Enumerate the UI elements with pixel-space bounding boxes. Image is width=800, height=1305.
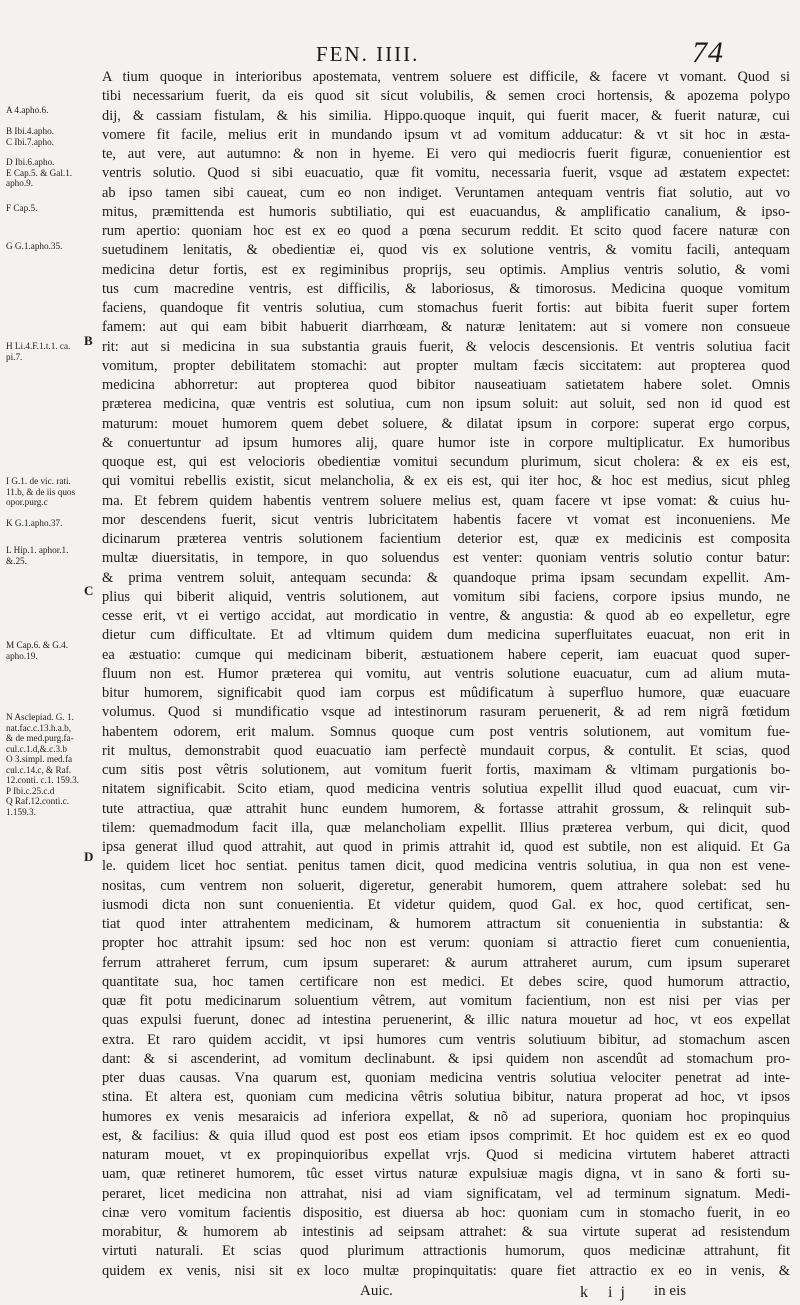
margin-note bbox=[6, 341, 92, 362]
text-line: ma. Et febrem quidem habentis ventrem soluere melius est, quam facere vt ipse vomat: & cuius hu- bbox=[102, 492, 790, 509]
margin-note-line: &.25. bbox=[6, 555, 27, 566]
text-line: multæ diuersitatis, in tempore, in quo soluendus est venter: quoniam ventris solutio contur batur: bbox=[102, 550, 790, 567]
margin-note-line: L Hip.1. aphor.1. bbox=[6, 545, 69, 555]
section-letter: C bbox=[84, 583, 94, 598]
margin-note-line: A 4.apho.6. bbox=[6, 105, 49, 115]
text-line: & conuertuntur ad ipsum humores alij, quare humor iste in corpore multiplicatur. Ex humoribus bbox=[102, 434, 790, 451]
text-line: tute attractiua, quæ attrahit hunc eundem humorem, & fortasse attrahit grossum, & relinquit sub- bbox=[102, 800, 790, 817]
text-line: mor descendens fuerit, sicut ventris lubricitatem habentis facere vt vomat est inconueniens. Me bbox=[102, 511, 790, 528]
folio-number: 74 bbox=[692, 36, 724, 69]
text-line: ab ipso tamen sibi caueat, cum eo non indiget. Veruntamen antequam ventris fiat solutio, aut vo bbox=[102, 184, 790, 201]
margin-note-line: O 3.simpl. med.fa bbox=[6, 754, 73, 764]
text-line: qui vomitui rebellis existit, sicut melancholia, & ex eis est, qui iter hoc, & hoc est medius, sicut phleg bbox=[102, 473, 790, 490]
margin-note-line: H Li.4.F.1.t.1. ca. bbox=[6, 341, 71, 351]
text-line: naturam mouet, vt ex propinquioribus expellat vrjs. Quod si medicina virtutem haberet attracti bbox=[102, 1147, 790, 1163]
text-line: rit multus, demonstrabit quod euacuatio iam perfectè mundauit corpus, & contulit. Et scias, quod bbox=[102, 742, 790, 759]
text-line: medicina detur fortis, est ex regiminibus proprijs, seu optimis. Amplius ventris solutio, & vomi bbox=[102, 261, 790, 278]
margin-note bbox=[6, 712, 92, 817]
text-line: tibi necessarium fuerit, da eis quod sit sicut volubilis, & semen croci hortensis, & apozema polypo bbox=[102, 88, 790, 105]
text-line: A tium quoque in interioribus apostemata, ventrem soluere est difficile, & facere vt vomant. Quod si bbox=[102, 69, 790, 85]
margin-note bbox=[6, 126, 92, 147]
margin-note-line: D Ibi.6.apho. bbox=[6, 157, 55, 167]
text-line: propter hoc attrahit ipsum: sed hoc non est verum: quoniam si attractio fieret cum conuenientia, bbox=[102, 935, 790, 952]
text-line: quoque est, qui est velocioris obedientiæ vomitui secundum plurimum, sicut cholera: & ex eis est, bbox=[102, 454, 790, 470]
margin-note-line: pi.7. bbox=[6, 351, 23, 362]
text-line: faciens, quandoque fit ventris solutiua, cum stomachus fuerit fortis: aut bibita fuerit super fortem bbox=[102, 300, 790, 316]
text-line: nitatem significabit. Scito etiam, quod medicina ventris solutiua expellit illud quod euacuat, cum vir- bbox=[102, 781, 790, 798]
margin-note-line: cul.c.1.d,&.c.3.b bbox=[6, 743, 67, 754]
text-line: ventris solutio. Quod si sibi euacuatio, quæ fit vomitu, necessaria fuerit, vsque ad æstatem expectet: bbox=[102, 165, 790, 182]
text-line: humores ex venis mesaraicis ad inferiora expellat, & nõ ad superiora, quoniam hoc propinquius bbox=[102, 1108, 790, 1125]
text-line: rum apertio: quoniam hoc est ex eo quod a pœna securum reddit. Et scito quod facere naturæ con bbox=[102, 223, 790, 239]
text-line: fluum non est. Humor præterea qui vomitu, aut ventris solutione euacuatur, cum ad alium muta- bbox=[102, 665, 790, 682]
margin-note-line: B Ibi.4.apho. bbox=[6, 126, 54, 136]
text-line: tus cum macredine ventris, est difficilis, & laboriosus, & timorosus. Medicina quoque vomitum bbox=[102, 280, 790, 297]
margin-note-line: Q Raf.12.conti.c. bbox=[6, 796, 70, 806]
margin-note-line: N Asclepiad. G. 1. bbox=[6, 712, 74, 722]
text-line: mitus, præmittenda est humoris subtiliatio, qui est euacuandus, & amplificatio canalium, & ipso- bbox=[102, 203, 790, 220]
text-line: vomitum, propter debilitatem stomachi: aut propter multam fæcis siccitatem: aut propterea quod bbox=[102, 357, 790, 374]
text-line: dij, & cassiam fistulam, & his similia. Hippo.quoque inquit, qui fuerit macer, & fuerit naturæ, cui bbox=[102, 107, 790, 124]
text-line: iusmodi dicta non sunt conuenientia. Et videtur quidem, quod Gal. ex hoc, quod certificat, sen- bbox=[102, 896, 790, 913]
margin-note bbox=[6, 241, 92, 252]
margin-note-line: K G.1.apho.37. bbox=[6, 518, 63, 528]
text-line: vomere fit facile, melius erit in mundando ipsum vt ad vomitum adducatur: & vt sit hoc in æsta- bbox=[102, 126, 790, 143]
margin-note-line: nat.fac.c.13.h.a.b, bbox=[6, 722, 72, 733]
margin-note-line: E Cap.5. & Gal.1. bbox=[6, 167, 73, 178]
text-line: rit: aut si medicina in sua substantia grauis fuerit, & velocis descensionis. Et ventris solutiua facit bbox=[102, 338, 790, 355]
margin-note-line: apho.9. bbox=[6, 178, 34, 188]
main-text-block bbox=[90, 68, 790, 1281]
text-line: quæ fit potu medicinarum soluentium vêtrem, aut vomitum facientium, non est nisi per vias per bbox=[102, 993, 790, 1009]
signature-mark: k ij bbox=[580, 1283, 633, 1301]
margin-note-line: G G.1.apho.35. bbox=[6, 241, 63, 251]
text-line: virtuti naturali. Et scias quod plurimum attractionis humorum, quos medicinæ attrahunt, fit bbox=[102, 1243, 790, 1260]
text-line: cum sitis post vêtris solutionem, aut vomitum fuerit fortis, maximam & vltimam purgationis bo- bbox=[102, 762, 790, 778]
margin-note bbox=[6, 518, 92, 529]
text-line: habentem odorem, erit malum. Somnus quoque cum post ventris solutionem, aut vomitum fue- bbox=[102, 723, 790, 740]
margin-note-line: 12.conti. c.1. 159.3. bbox=[6, 775, 79, 785]
text-line: stina. Et altera est, quoniam cum medicina vêtris solutiua bibitur, natura properat ad hoc, vt ipsos bbox=[102, 1089, 790, 1106]
margin-note-line: 11.b, & de iis quos bbox=[6, 486, 76, 497]
text-line: maturum: mouet humorem quem debet soluere, & dilatat ipsum in corpore: superat ergo corpus, bbox=[102, 415, 790, 432]
text-line: extra. Et raro quidem accidit, vt ipsi humores cum ventris solutiuum bibitur, ad stomachum ascen bbox=[102, 1031, 790, 1048]
text-line: cinæ vero vomitum facientis dispositio, est diuersa ab hoc: quoniam cum in stomacho fuerit, in eo bbox=[102, 1204, 790, 1221]
margin-note-line: apho.19. bbox=[6, 650, 38, 661]
text-line: & prima ventrem soluit, antequam secunda: & quandoque prima ipsam secundam expellit. Am- bbox=[102, 569, 790, 586]
text-line: nositas, cum ventrem non soluerit, digeretur, generabit humorem, quem attrahere solebat: sed hu bbox=[102, 877, 790, 894]
margin-note bbox=[6, 640, 92, 661]
text-line: famem: aut qui eam bibit habuerit diarrhœam, & naturæ lenitatem: aut si vomere non consueue bbox=[102, 319, 790, 336]
text-line: præterea medicina, quæ ventris est solutiua, cum non ipsum soluit: aut soluit, sed non id quod est bbox=[102, 396, 790, 413]
text-line: dant: & si ascenderint, ad vomitum declinabunt. & ipsi quidem non ascendût ad stomachum pro- bbox=[102, 1050, 790, 1067]
text-line: est, & facilius: & quia illud quod est post eos etiam ipsos comprimit. Et hoc quidem est ex eo quod bbox=[102, 1127, 790, 1144]
text-line: te, aut vere, aut autumno: & non in hyeme. Ei vero qui mediocris fuerit figuræ, conuenientior est bbox=[102, 146, 790, 162]
text-line: quas expulsi fuerunt, donec ad intestina peruenerint, & illic natura mouetur ad hoc, vt eos expellat bbox=[102, 1012, 790, 1029]
margin-note-line: I G.1. de vic. rati. bbox=[6, 476, 71, 486]
text-line: pter duas causas. Vna quarum est, quoniam medicina ventris solutiua velociter penetrat ad inte- bbox=[102, 1070, 790, 1086]
text-line: ea æstuatio: cumque qui medicinam biberit, æstuationem habere ceperit, iam euacuat quod super- bbox=[102, 646, 790, 663]
text-line: tiat quod inter attrahentem medicinam, & humorem attractum sit conuenientia in substantia: & bbox=[102, 916, 790, 932]
margin-note-line: P Ibi.c.25.c.d bbox=[6, 785, 55, 796]
margin-note-line: & de med.purg.fa- bbox=[6, 733, 74, 743]
section-letter: B bbox=[84, 333, 93, 348]
running-head: FEN. IIII. bbox=[316, 42, 420, 66]
text-line: morabitur, & humorem ab intestinis ad seipsam attrahet: & sua virtute superat ad resistendum bbox=[102, 1224, 790, 1240]
catchword: in eis bbox=[654, 1282, 687, 1299]
margin-note-line: 1.159.3. bbox=[6, 806, 36, 817]
text-line: tilem: quemadmodum facit illa, quæ melancholiam expellit. Illius præterea verbum, qui dicit, quod bbox=[102, 819, 790, 836]
text-line: suetudinem lenitatis, & obedientiæ ei, quod vis ex solutione ventris, & vomitu facili, antequam bbox=[102, 242, 790, 259]
margin-note bbox=[6, 157, 92, 189]
margin-note-line: M Cap.6. & G.4. bbox=[6, 640, 69, 650]
text-line: ipsa generat illud quod attrahit, aut quod in primis attrahit id, quod est subtile, non est aliquid. Et Ga bbox=[102, 839, 790, 855]
text-line: uam, quæ retineret humorem, tûc esset virtus naturæ expulsiuæ magis digna, vt in sano & forti su- bbox=[102, 1166, 790, 1183]
text-line: quantitate sua, hoc tamen certificare non est medici. Et debes scire, quod humorum attractio, bbox=[102, 973, 790, 990]
text-line: dicinarum præterea ventris solutionem facientium deterior est, quæ ex medicinis est composita bbox=[102, 531, 790, 547]
page-footer bbox=[0, 1283, 800, 1305]
text-line: cesse erit, vt ei vertigo accidat, aut mordicatio in ventre, & angustia: & quod ab eo expelletur, egre bbox=[102, 608, 790, 624]
margin-note bbox=[6, 476, 92, 508]
margin-note-line: C Ibi.7.apho. bbox=[6, 136, 54, 147]
text-line: bitur humorem, significabit quod iam corpus est mûdificatum à superfluo humore, quæ euacuare bbox=[102, 685, 790, 701]
text-line: medicina abhorretur: aut propterea quod bibitor nauseatiuam satietatem habere solet. Omnis bbox=[102, 377, 790, 393]
margin-note-line: cul.c.14.c, & Raf. bbox=[6, 764, 72, 775]
section-letter: D bbox=[84, 849, 94, 864]
text-line: plius qui biberit aliquid, ventris solutionem, aut vomitum sibi faciens, corpore ipsius mundo, ne bbox=[102, 588, 790, 605]
text-line: volumus. Quod si mundificatio vsque ad intestinorum rasuram peruenerit, & ad rem nigrã fœtidum bbox=[102, 704, 790, 721]
margin-note bbox=[6, 203, 92, 214]
margin-note-line: opor.purg.c bbox=[6, 497, 48, 507]
footer-catch: Auic. bbox=[360, 1282, 393, 1299]
text-line: dietur cum difficultate. Et ad vltimum quidem dum medicina superfluitates euacuat, non erit in bbox=[102, 627, 790, 644]
margin-note bbox=[6, 545, 92, 566]
text-line: quidem ex venis, nisi sit ex loco multæ propinquitatis: quare fiet attractio ex eo in venis, & bbox=[102, 1262, 790, 1279]
text-line: le. quidem licet hoc sentiat. penitus tamen dicit, quod medicina ventris solutiua, in qua non est vene- bbox=[102, 858, 790, 875]
margin-note bbox=[6, 105, 92, 116]
text-line: peraret, licet medicina non attrahat, nisi ad viam significatam, vel ad terminum signatum. Medi- bbox=[102, 1185, 790, 1202]
margin-note-line: F Cap.5. bbox=[6, 203, 38, 213]
text-line: ferrum attraheret ferrum, cum ipsum superaret: & aurum attraheret aurum, cum ipsum superaret bbox=[102, 954, 790, 971]
